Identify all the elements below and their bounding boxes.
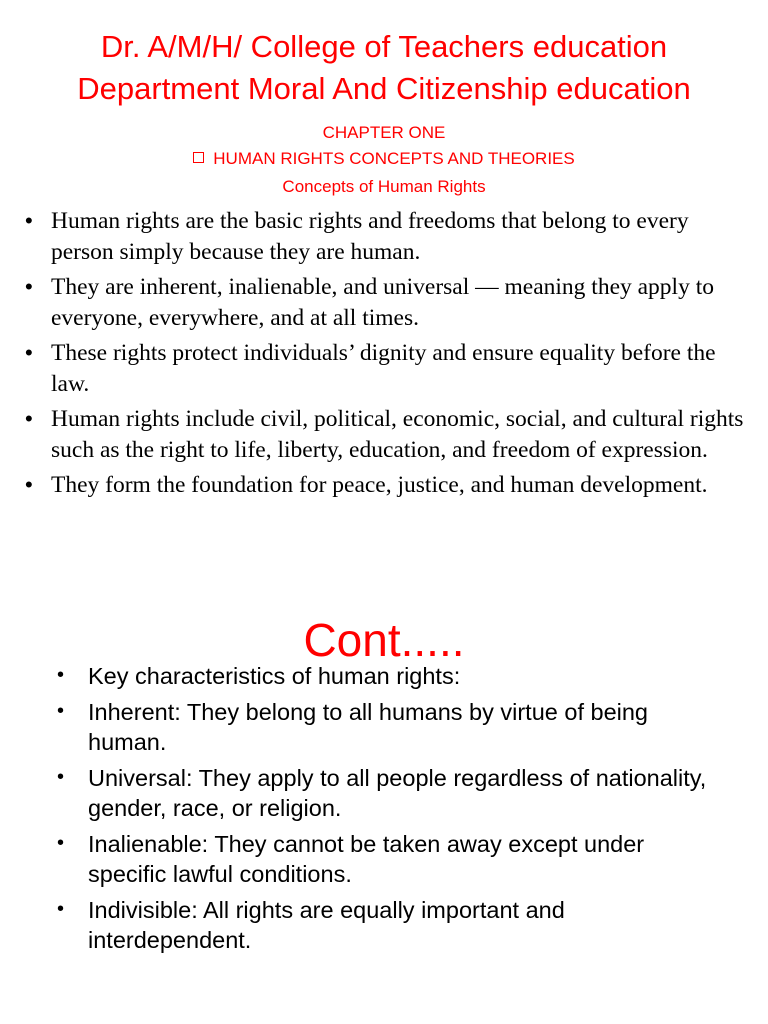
list-item [0, 404, 768, 465]
list-item [0, 763, 768, 824]
list-item-text: Inalienable: They cannot be taken away except under specific lawful conditions. [88, 830, 645, 887]
bullet-icon: • [57, 699, 65, 722]
list-item [0, 272, 768, 333]
cont-heading: Cont..... [303, 614, 465, 666]
bullet-icon: • [57, 897, 65, 920]
bullet-icon: • [25, 208, 33, 233]
bullet-icon: • [25, 340, 33, 365]
bullet-icon: • [57, 831, 65, 854]
list-item-text: Human rights are the basic rights and freedoms that belong to every person simply because they are human. [51, 208, 689, 265]
characteristics-list [0, 661, 768, 961]
list-item [0, 829, 768, 890]
list-item-text: They are inherent, inalienable, and universal — meaning they apply to everyone, everywhere, and at all times. [51, 274, 714, 331]
list-item-text: Inherent: They belong to all humans by virtue of being human. [88, 698, 649, 755]
subsection-heading: Concepts of Human Rights [282, 177, 486, 196]
list-item [0, 661, 768, 692]
college-title: Dr. A/M/H/ College of Teachers education [100, 29, 668, 64]
list-item [0, 895, 768, 956]
bullet-icon: • [57, 765, 65, 788]
bullet-icon: • [25, 406, 33, 431]
bullet-icon: • [25, 274, 33, 299]
concepts-list [0, 206, 768, 506]
list-item-text: They form the foundation for peace, justice, and human development. [51, 472, 708, 498]
bullet-icon: • [57, 664, 65, 686]
list-item [0, 470, 768, 501]
list-item-text: Human rights include civil, political, economic, social, and cultural rights such as the right to life, liberty, education, and freedom of expression. [51, 406, 744, 463]
checkbox-icon [193, 152, 204, 163]
list-item [0, 338, 768, 399]
list-item [0, 697, 768, 758]
bullet-icon: • [25, 472, 33, 497]
section-heading [0, 147, 768, 171]
section-heading-text: HUMAN RIGHTS CONCEPTS AND THEORIES [213, 149, 575, 168]
chapter-heading: CHAPTER ONE [322, 123, 446, 142]
list-item-text: Universal: They apply to all people regardless of nationality, gender, race, or religion. [88, 764, 707, 821]
list-item [0, 206, 768, 267]
list-item-text: Indivisible: All rights are equally important and interdependent. [88, 896, 565, 953]
department-title: Department Moral And Citizenship education [77, 71, 691, 106]
list-item-text: These rights protect individuals’ dignity and ensure equality before the law. [51, 340, 716, 397]
list-item-text: Key characteristics of human rights: [88, 663, 461, 689]
